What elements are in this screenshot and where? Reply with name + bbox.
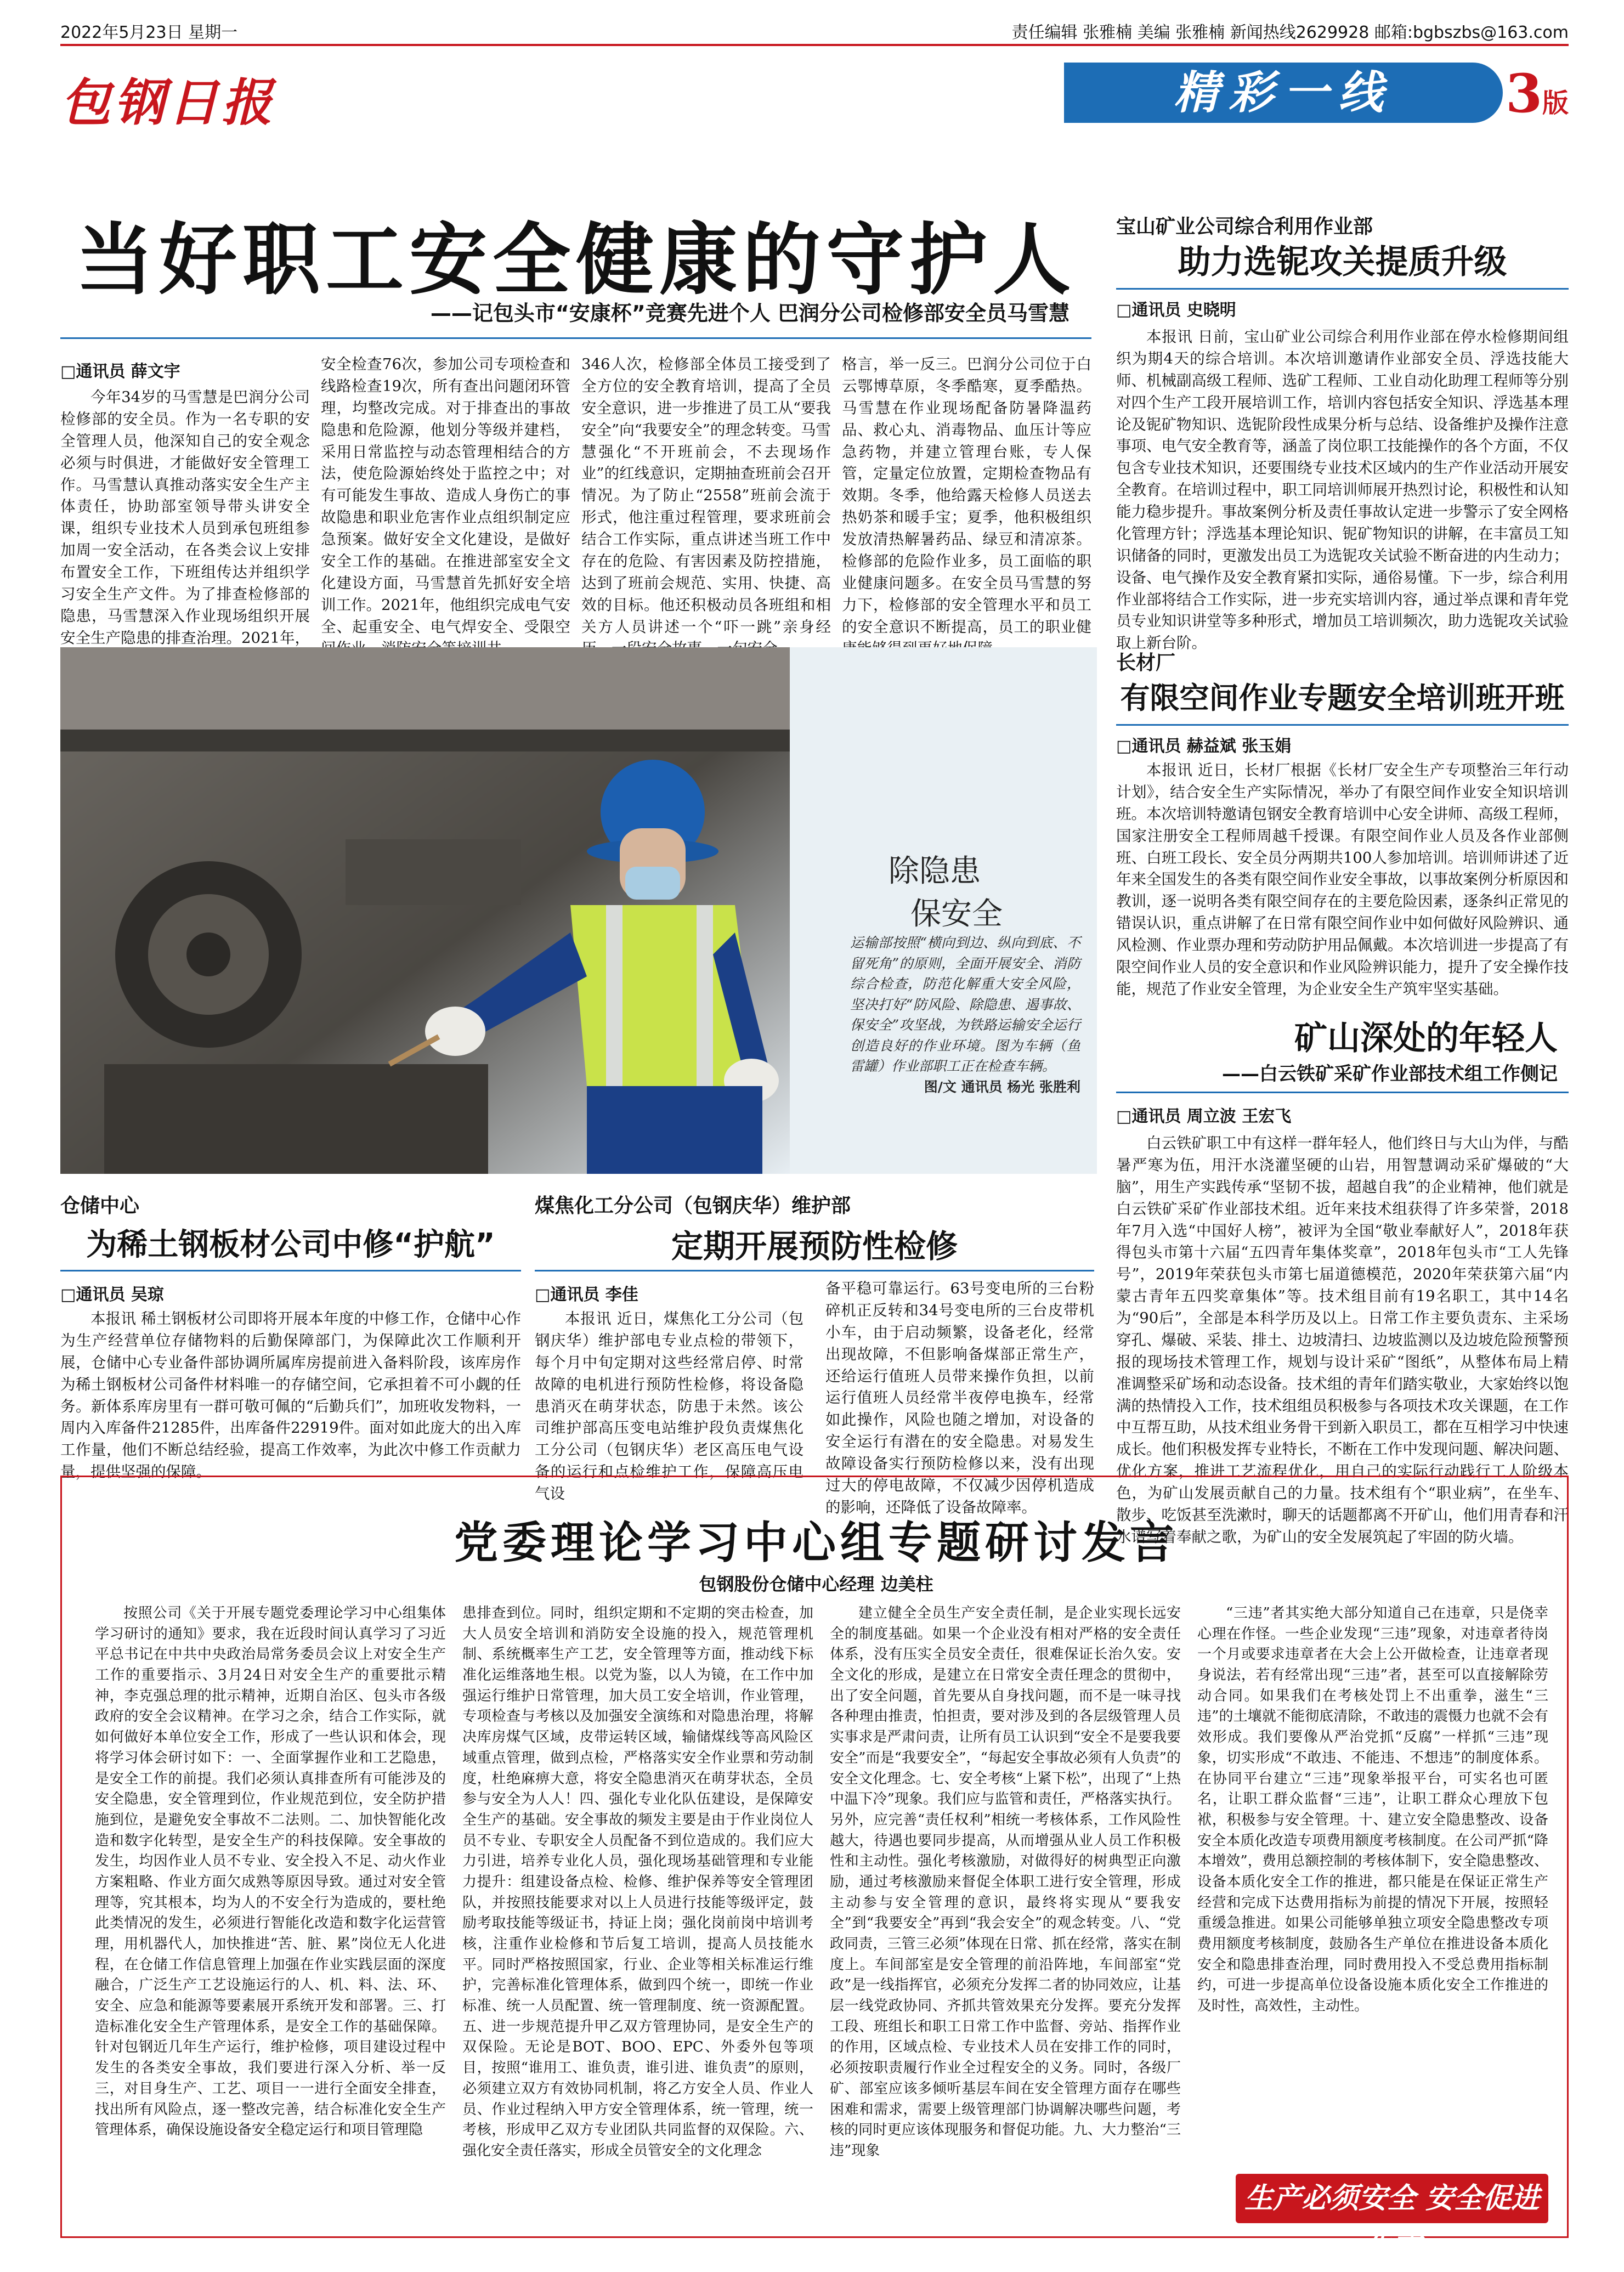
speech-headline: 党委理论学习中心组专题研讨发言 (454, 1517, 1178, 1568)
meijiao-headline: 定期开展预防性检修 (671, 1228, 958, 1265)
lead-column-4: 格言，举一反三。巴润分公司位于白云鄂博草原，冬季酷寒，夏季酷热。马雪慧在作业现场配备防暑降温药品、救心丸、消毒物品、血压计等应急药物，并建立管理台账，专人保管，定量定位放置，定期检查物品有效期。冬季，他给露天检修人员送去热奶茶和暖手宝；夏季，他积极组织发放清热解暑药品、绿豆和清凉茶。检修部的危险作业多，员工面临的职业健康问题多。在安全员马雪慧的努力下，检修部的安全管理水平和员工的安全意识不断提高，员工的职业健 (842, 355, 1091, 636)
changcai-body: 本报讯 近日，长材厂根据《长材厂安全生产专项整治三年行动计划》，结合安全生产实际情况，举办了有限空间作业安全知识培训班。本次培训特邀请包钢安全教育培训中心安全讲师、高级工程师，国家注册安全工程师周越千授课。有限空间作业人员及各作业部侧班、白班工段长、安全员分两期共100人参加培训。培训师讲述了近年来全国发生的各类有限空间作业安全事故，以事故案例分析原因和教训，逐一说明各类有限空间存在的主要危险因素，逐条纠正常见的错误认识，重点讲解了在日常有限空间作业中如何做好风险辨识、通风检测、作业票办理和劳动防护用品佩戴。本次培训进一步提高了有限空间作业人员的安全意识和作业风险辨识能力，提升了安全操作技能，规范了作业安全管理，为企业安全生产筑牢坚实基础。 (1116, 761, 1569, 998)
baoshan-byline: □通讯员 史晓明 (1116, 301, 1236, 320)
photo-caption: 运输部按照“横向到边、纵向到底、不留死角”的原则，全面开展安全、消防综合检查，防范化解重大安全风险，坚决打好“防风险、除隐患、遏事故、保安全”攻坚战，为铁路运输安全运行创造良好的作业环境。图为车辆（鱼雷罐）作业部职工正在检查车辆。 图/文 通讯员 杨光 张胜利 (850, 932, 1080, 1097)
speech-column-3: 建立健全全员生产安全责任制，是企业实现长远安全的制度基础。如果一个企业没有相对严格的安全责任体系，没有压实全员安全责任，很难保证长治久安。安全文化的形成，是建立在日常安全责任理念的贯彻中，出了安全问题，首先要从自身找问题，而不是一味寻找各种理由推责，怕担责，要对涉及到的各层级管理人员实事求是严肃问责，让所有员工认识到“安全不是要我要安全”而是“我要安全”，“每起安全事故必须有人负责”的安全文化理念。七、安全考核“上紧下松”，出现了“上热中温下冷”现象。我们应与监管和责任，严格落实执行。另外，应完善“责任权利”相统一考核体系，工作风险性越大，待遇也要同步提高，从而增强从业人员工作积极性和主动性。强化考核激励，对做得好的树典型正向激励，通过考核激励来督促全体职工进行安全管理，形成主动参与安全管理的意识，最终将实现从“要我安全”到“我要安全”再到“我会安全”的观念转变。八、“党政同责，三管三必须”体现在日常、抓在经常，落实在制度上。车间部室是安全管理的前沿阵地，车间部室“党政”是一线指挥官，必须充分发挥二者的协同效应，让基层一线党政协同、齐抓共管效果充分发挥。要充分发挥工段、班组长和职工日常工作中监督、旁站、指挥作业的作用，区域点检、专业技术人员在安排工作的同时，必须按职责履行作业全过程安全的义务。同时，各级厂矿、部室应该多倾听基层车间在安全管理方面存在哪些困难和需求，需要上级管理部门协调解决哪些问题，考核的同时更应该体现服务和督促功能。九、大力整治“三违”现象 (830, 1605, 1181, 2159)
photo-title: 除隐患 保安全 (889, 854, 1003, 932)
kuangshan-body: 白云铁矿职工中有这样一群年轻人，他们终日与大山为伴，与酷暑严寒为伍，用汗水浇灌坚硬的山岩，用智慧调动采矿爆破的“大脑”，用生产实践传承“坚韧不拔，超越自我”的企业精神，他们就是白云铁矿采矿作业部技术组。近年来技术组获得了许多荣誉，2018年7月入选“中国好人榜”，被评为全国“敬业奉献好人”，2018年获得包头市第十六届“五四青年集体奖章”，2018年包头市“工人先锋号”，2019年荣获包头市第七届道德模范，2020年荣获第六届“内蒙古青年五四奖章集体”等。技术组目前有19名职工，其中14名为“90后”，全部是本科学历及以上。日常工作主要负责东、主采场穿孔、爆破、采装、排土、边坡清扫、边坡监测以及边坡危险预警预报的现场技术管理工作，规划与设计采矿“图纸”，从整体布局上精准调整采矿场和动态设备。技术组的青年们踏实敬业，大家始终以饱满的热情投入工作，技术组组员积极参与各项技术攻关课题，在工作中互帮互助，从技术组业务骨干到新入职员工，都在互相学习中快速成长。他们积极发挥专业特长，不断在工作中发现问题、解决问题、优化方案，推进工艺流程优化，用自己的实际行动践行工人阶级本色，为矿山发展贡献自己的力量。技术组有个“职业病”，在坐车、散步、吃饭甚至洗漱时，聊天的话题都离不开矿山，他们用青春和汗水谱写着奉献之歌，为矿山的安全发展筑起了牢固的防火墙。 (1116, 1134, 1569, 1546)
baoshan-headline: 助力选铌攻关提质升级 (1178, 243, 1507, 281)
kuangshan-byline: □通讯员 周立波 王宏飞 (1116, 1107, 1292, 1126)
section-banner: 精彩一线 (1064, 63, 1503, 123)
lead-column-3: 346人次，检修部全体员工接受到了全方位的安全教育培训，提高了全员安全意识，进一步推进了员工从“要我安全”向“我要安全”的理念转变。马雪慧强化“不开班前会，不去现场作业”的红线意识，定期抽查班前会召开情况。为了防止“2558”班前会流于形式，他注重过程管理，要求班前会结合工作实际，重点讲述当班工作中存在的危险、有害因素及防控措施，达到了班前会规范、实用、快捷、高效的目标。他还积极动员各班组和相关方人员讲述一个“吓一跳”亲身经 (581, 355, 831, 636)
kuangshan-subheadline: ——白云铁矿采矿作业部技术组工作侧记 (1222, 1063, 1558, 1085)
baoshan-body: 本报讯 日前，宝山矿业公司综合利用作业部在停水检修期间组织为期4天的综合培训。本次培训邀请作业部安全员、浮选技能大师、机械副高级工程师、选矿工程师、工业自动化助理工程师等分别对四个生产工段开展培训工作，培训内容包括安全知识、浮选基本理论及铌矿物知识、选铌阶段性成果分析与总结、设备维护及操作注意事项、电气安全教育等，涵盖了岗位职工技能操作的各个方面，不仅包含专业技术知识，还要围绕专业技术区域内的生产作业活动开展安全教育。在培训过程中，职工同培训师展开热烈讨论，积极性和认知能力稳步提升。事故案例分析及责任事故认定进一步警示了安全网格化管理方针；浮选基本理论知识、铌矿物知识的讲解，在丰富员工知识储备的同时，更激发出员工为选铌攻关试验不断奋进的内生动力；设备、电气操作及安全教育紧扣实际，通俗易懂。下一步，综合利用作业部将结合工作实际，进一步充实培训内容，通过举点课和青年党员专业知识讲堂等多种形式，增加员工培训频次，助力选铌攻关试验取上新台阶。 (1116, 328, 1569, 652)
cangchu-headline: 为稀土钢板材公司中修“护航” (86, 1227, 495, 1263)
changcai-divider (1116, 724, 1569, 726)
lead-column-1: 今年34岁的马雪慧是巴润分公司检修部的安全员。作为一名专职的安全管理人员，他深知自己的安全观念必须与时俱进，才能做好安全管理工作。马雪慧认真推动落实安全生产主体责任，协助部室领导带头讲安全课，组织专业技术人员到承包班组参加周一安全活动，在各类会议上安排布置安全工作，下班组传达并组织学习安全生产文件。为了排查检修部的隐患，马雪慧深入作业现场组织开展安全生产隐患的排查治理。2021年， (60, 388, 310, 647)
meijiao-column-1: 本报讯 近日，煤焦化工分公司（包钢庆华）维护部电专业点检的带领下，每个月中旬定期对这些经常启停、时常故障的电机进行预防性检修，将设备隐患消灭在萌芽状态，防患于未然。该公司维护部高压变电站维护段负责煤焦化工分公司（包钢庆华）老区高压电气设备的运行和点检维护工作，保障高压电气设 (535, 1310, 803, 1502)
speech-box (60, 1476, 1569, 2264)
lead-byline: □通讯员 薛文宇 (60, 362, 180, 381)
speech-column-1: 按照公司《关于开展专题党委理论学习中心组集体学习研讨的通知》要求，我在近段时间认真学习了习近平总书记在中共中央政治局常务委员会议上对安全生产工作的重要指示、3月24日对安全生产的重要批示精神，李克强总理的批示精神，近期自治区、包头市各级政府的安全会议精神。在学习之余，结合工作实际，就如何做好本单位安全工作，形成了一些认识和体会，现将学习体会研讨如下：一、全面掌握作业和工艺隐患，是安全工作的前提。我们必须认真排查所有可能涉及的安全隐患，安全管理到位，作业规范到位，安全防护措施到位，是避免安全事故不二法则。二、加快智能化改造和数字化转型，是安全生产的科技保障。安全事故的发生，均因作业人员不专业、安全投入不足、动火作业方案粗略、作业方面欠成熟等原因导致。通过对安全管理等，究其根本，均为人的不安全行为造成的，要杜绝此类情况的发生，必须进行智能化改造和数字化运营管理，用机器代人，加快推进“苦、脏、累”岗位无人化进程，在仓储工作信息管理上加强在作业实践层面的深度融合，广泛生产工艺设施运行的人、机、料、法、环、安全、应急和能源等要素展开系统开发和部署。三、打造标准化安全生产管理体系，是安全工作的基础保障。针对包钢近几年生产运行，维护检修，项目建设过程中发生的各类安全事故，我们要进行深入分析、举一反三，对目身生产、工艺、项目一一进行全面安全排查，找出所有风险点，逐一整改完善，结合标准化安全生产管理体系，确保设施设备安全稳定运行和项目管理隐 (95, 1605, 446, 2139)
cangchu-body: 本报讯 稀土钢板材公司即将开展本年度的中修工作，仓储中心作为生产经营单位存储物料的后勤保障部门，为保障此次工作顺利开展，仓储中心专业备件部协调所属库房提前进入备料阶段，该库房作为稀土钢板材公司备件材料唯一的存储空间，它承担着不可小觑的任务。新体系库房里有一群可敬可佩的“后勤兵们”，加班收发物料，一周内入库备件21285件，出库备件22919件。面对如此庞大的出入库工作量，他们不断总结经验，提高工作效率，为此次中修工作贡献力量，提供坚强的保障。 (60, 1310, 521, 1481)
cangchu-divider (60, 1270, 521, 1271)
kuangshan-headline: 矿山深处的年轻人 (1294, 1019, 1558, 1058)
speech-column-2: 患排查到位。同时，组织定期和不定期的突击检查，加大人员安全培训和消防安全设施的投入，规范管理机制、系统概率生产工艺，安全管理等方面，推动线下标准化运维落地生根。以党为鉴，以人为镜，在工作中加强运行维护日常管理，加大员工安全培训，作业管理，专项检查与考核以及加强安全演练和对隐患治理，将解决库房煤气区域，皮带运转区域，输储煤线等高风险区域重点管理，做到点检，严格落实安全作业票和劳动制度，杜绝麻痹大意，将安全隐患消灭在萌芽状态，全员参与安全为人人！四、强化专业化队伍建设，是保障安全生产的基础。安全事故的频发主要是由于作业岗位人员不专业、专职安全人员配备不到位造成的。我们应大力引进，培养专业化人员，强化现场基础管理和专业能力提升：组建设备点检、检修、维护保养等安全管理团队，并按照技能要求对以上人员进行技能等级评定，鼓励考取技能等级证书，持证上岗；强化岗前岗中培训考核，注重作业检修和节后复工培训，提高人员技能水平。同时严格按照国家，行业、企业等相关标准运行维护，完善标准化管理体系，做到四个统一，即统一作业标准、统一人员配置、统一管理制度、统一资源配置。五、进一步规范提升甲乙双方管理协同，是安全生产的双保险。无论是BOT、BOO、EPC、外委外包等项目，按照“谁用工、谁负责，谁引进、谁负责”的原则，必须建立双方有效协同机制，将乙方安全人员、作业人员、作业过程纳入甲方安全管理体系，统一管理，统一考核，形成甲乙双方专业团队共同监督的双保险。六、强化安全责任落实，形成全员管安全的文化理念 (462, 1605, 813, 2159)
lead-column-2: 安全检查76次，参加公司专项检查和线路检查19次，所有查出问题闭环管理，均整改完成。对于排查出的事故隐患和危险源，他划分等级并建档，采用日常监控与动态管理相结合的方法，使危险源始终处于监控之中；对有可能发生事故、造成人身伤亡的事故隐患和职业危害作业点组织制定应急预案。做好安全文化建设，是做好安全工作的基础。在推进部室安全文化建设方面，马雪慧首先抓好安全培训工作。2021年，他组织完成电气安全、起重安全、电气焊安全、受限空 (321, 355, 570, 636)
kuangshan-divider (1116, 1092, 1569, 1093)
page-header (60, 11, 1569, 42)
meijiao-dept: 煤焦化工分公司（包钢庆华）维护部 (535, 1195, 851, 1217)
safety-slogan: 生产必须安全 安全促进生产 (1236, 2174, 1548, 2223)
baoshan-divider (1116, 288, 1569, 290)
news-photo (60, 647, 1097, 1174)
changcai-dept: 长材厂 (1116, 652, 1176, 674)
cangchu-byline: □通讯员 吴琼 (60, 1285, 164, 1304)
speech-column-4: “三违”者其实绝大部分知道自己在违章，只是侥幸心理在作怪。一些企业发现“三违”现象，对违章者待岗一个月或要求违章者在大会上公开做检查，让违章者现身说法，若有经常出现“三违”者，甚至可以直接解除劳动合同。如果我们在考核处罚上不出重拳，滋生“三违”的土壤就不能彻底清除，不敢违的震慑力也就不会有效形成。我们要像从严治党抓“反腐”一样抓“三违”现象，切实形成“不敢违、不能违、不想违”的制度体系。在协同平台建立“三违”现象举报平台，可实名也可匿名，让职工群众监督“三违”，让职工群众心理放下包袱，积极参与安全管理。十、建立安全隐患整改、设备安全本质化改造专项费用额度考核制度。在公司严抓“降本增效”，费用总额控制的考核体制下，安全隐患整改、设备本质化安全工作的推进，都只能是在保证正常生产经营和完成下达费用指标为前提的情况下开展，按照轻重缓急推进。如果公司能够单独立项安全隐患整改专项费用额度考核制度，鼓励各生产单位在推进设备本质化安全和隐患排查治理，同时费用投入不受总费用指标制约，可进一步提高单位设备设施本质化安全工作推进的及时性，高效性，主动性。 (1197, 1605, 1548, 2015)
meijiao-column-2: 备平稳可靠运行。63号变电所的三台粉碎机正反转和34号变电所的三台皮带机小车，由于启动频繁，设备老化，经常出现故障，不但影响备煤部正常生产，还给运行值班人员带来操作负担，以前运行值班人员经常半夜停电换车，经常如此操作，风险也随之增加，对设备的安全运行有潜在的安全隐患。对易发生故障设备实行预防检修以来，没有出现过大的停电故障，不仅减少因停机造成的影响，还降低了设备故障率。 (825, 1280, 1094, 1516)
changcai-headline: 有限空间作业专题安全培训班开班 (1120, 681, 1565, 715)
issue-date: 2022年5月23日 星期一 (60, 23, 238, 42)
page-number: 3版 (1506, 63, 1569, 125)
baoshan-dept: 宝山矿业公司综合利用作业部 (1116, 216, 1373, 238)
photo-credit: 图/文 通讯员 杨光 张胜利 (924, 1078, 1080, 1095)
lead-headline: 当好职工安全健康的守护人 (76, 215, 1076, 306)
speech-author: 包钢股份仓储中心经理 边美柱 (699, 1574, 933, 1595)
newspaper-logo: 包钢日报 (60, 73, 276, 132)
meijiao-divider (535, 1270, 1094, 1271)
cangchu-dept: 仓储中心 (60, 1195, 140, 1217)
meijiao-byline: □通讯员 李佳 (535, 1285, 638, 1304)
lead-subheadline: ——记包头市“安康杯”竞赛先进个人 巴润分公司检修部安全员马雪慧 (430, 301, 1070, 325)
lead-divider (60, 337, 1091, 339)
masthead (60, 44, 1569, 154)
changcai-byline: □通讯员 赫益斌 张玉娟 (1116, 737, 1292, 756)
editor-info: 责任编辑 张雅楠 美编 张雅楠 新闻热线2629928 邮箱:bgbszbs@163.com (1011, 23, 1569, 42)
